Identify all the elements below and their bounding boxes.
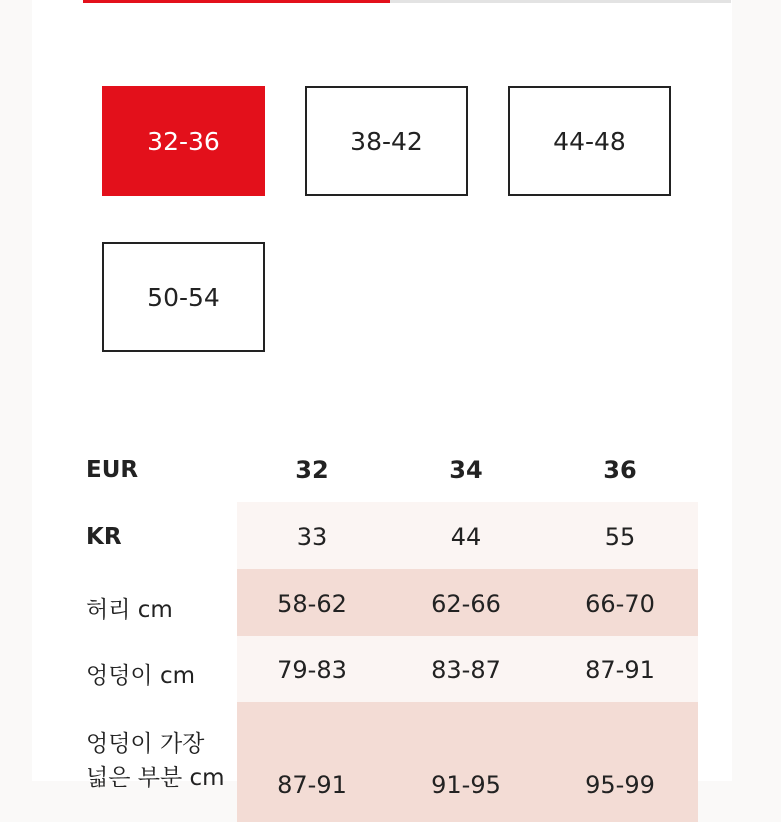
table-row-widest-hip: [32, 702, 732, 822]
table-cell: 87-91: [585, 656, 655, 684]
size-group-button-50-54[interactable]: 50-54: [102, 242, 265, 352]
table-cell: 44: [450, 523, 482, 551]
table-cell: 62-66: [431, 590, 501, 618]
row-label: KR: [86, 524, 122, 550]
table-row-kr: [32, 502, 732, 569]
table-cell: 95-99: [585, 771, 655, 799]
size-guide-panel: [32, 0, 732, 799]
header-cell: 32: [295, 456, 329, 484]
header-cell: 34: [449, 456, 483, 484]
row-label-line1: 엉덩이 가장: [86, 731, 205, 757]
row-background: [237, 702, 698, 822]
table-cell: 33: [296, 523, 328, 551]
table-row-waist: [32, 569, 732, 636]
table-cell: 58-62: [277, 590, 347, 618]
size-group-button-38-42[interactable]: 38-42: [305, 86, 468, 196]
table-cell: 87-91: [277, 771, 347, 799]
table-cell: 79-83: [277, 656, 347, 684]
table-cell: 91-95: [431, 771, 501, 799]
row-label-line2: 넓은 부분 cm: [86, 765, 225, 791]
size-group-button-32-36[interactable]: 32-36: [102, 86, 265, 196]
table-row-hip: [32, 636, 732, 702]
row-label: 엉덩이 cm: [86, 663, 196, 689]
size-group-button-44-48[interactable]: 44-48: [508, 86, 671, 196]
row-label: 허리 cm: [86, 597, 173, 623]
tab-indicator-active: [83, 0, 390, 3]
table-cell: 83-87: [431, 656, 501, 684]
header-cell: 36: [603, 456, 637, 484]
table-cell: 55: [604, 523, 636, 551]
table-header-row: [32, 440, 732, 502]
tab-indicator-track: [83, 0, 731, 3]
table-cell: 66-70: [585, 590, 655, 618]
header-label: EUR: [86, 457, 139, 483]
